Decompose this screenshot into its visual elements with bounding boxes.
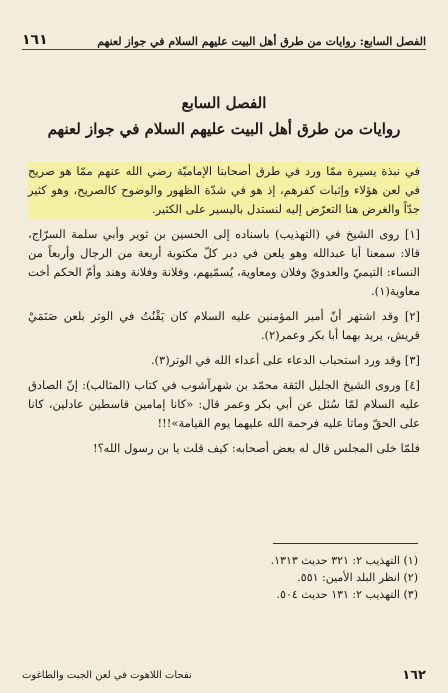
narration-1: [١] روى الشيخ في (التهذيب) باسناده إلى الحسين بن ثوير وأبي سلمة السرّاج، قالا: سمعنا أبا عبدالله وهو يلعن في دبر كلّ مكتوبة أربعة من الرجال وأربعاً من النساء: التيميّ والعدويّ وفلان ومعاوية، يُسمّيهم، وفلانة وفلانة وهند وأمّ الحكم أخت معاوية(١). (28, 227, 420, 298)
running-header (22, 32, 426, 48)
body-text (28, 162, 420, 464)
header-page-number: ١٦١ (22, 32, 48, 48)
footer-page-number: ١٦٢ (402, 668, 426, 683)
chapter-title: روايات من طرق أهل البيت عليهم السلام في جواز لعنهم (47, 120, 401, 138)
running-footer (22, 668, 426, 683)
footnote-3: (٣) التهذيب ٢: ١٣١ حديث ٥٠٤. (276, 588, 418, 601)
footnote-2: (٢) انظر البلد الأمين: ٥٥١. (297, 571, 418, 584)
narration-5: فلمّا خلى المجلس قال له بعض أصحابه: كيف قلت يا بن رسول الله؟! (92, 441, 420, 455)
narration-2: [٢] وقد اشتهر أنّ أمير المؤمنين عليه السلام كان يَقْنُتُ في الوتر بلعن صَنَمَيْ قريش، يريد بهما أبا بكر وعمر(٢). (28, 309, 420, 342)
header-title: الفصل السابع: روايات من طرق أهل البيت عليهم السلام في جواز لعنهم (97, 35, 426, 48)
chapter-label: الفصل السابع (181, 94, 267, 112)
footer-book-title: نفحات اللاهوت في لعن الجبت والطاغوت (22, 670, 192, 681)
footnote-1: (١) التهذيب ٢: ٣٢١ حديث ١٣١٣. (270, 554, 418, 567)
narration-3: [٣] وقد ورد استحباب الدعاء على أعداء الله في الوتر(٣). (150, 353, 420, 367)
header-rule (22, 49, 426, 50)
footnote-rule (273, 543, 418, 544)
footnotes (200, 552, 418, 603)
narration-4: [٤] وروى الشيخ الجليل الثقة محمّد بن شهرآشوب في كتاب (المثالب): إنّ الصادق عليه السلام لمّا سُئل عن أبي بكر وعمر قال: «كانا إمامين قاسطين عادلين، كانا على الحقّ وماتا عليه فرحمة الله عليهما يوم القيامة»!!! (28, 378, 420, 430)
intro-paragraph: في نبذة يسيرة ممّا ورد في طرق أصحابنا الإماميّة رضي الله عنهم ممّا هو صريح في لعن هؤلاء وإثبات كفرهم، إذ هو في شدّة الظهور والوضوح كالصريح، وهو كثير جدّاً والغرض هنا التعرّض إليه لنستدل باليسير على الكثير. (28, 162, 420, 219)
